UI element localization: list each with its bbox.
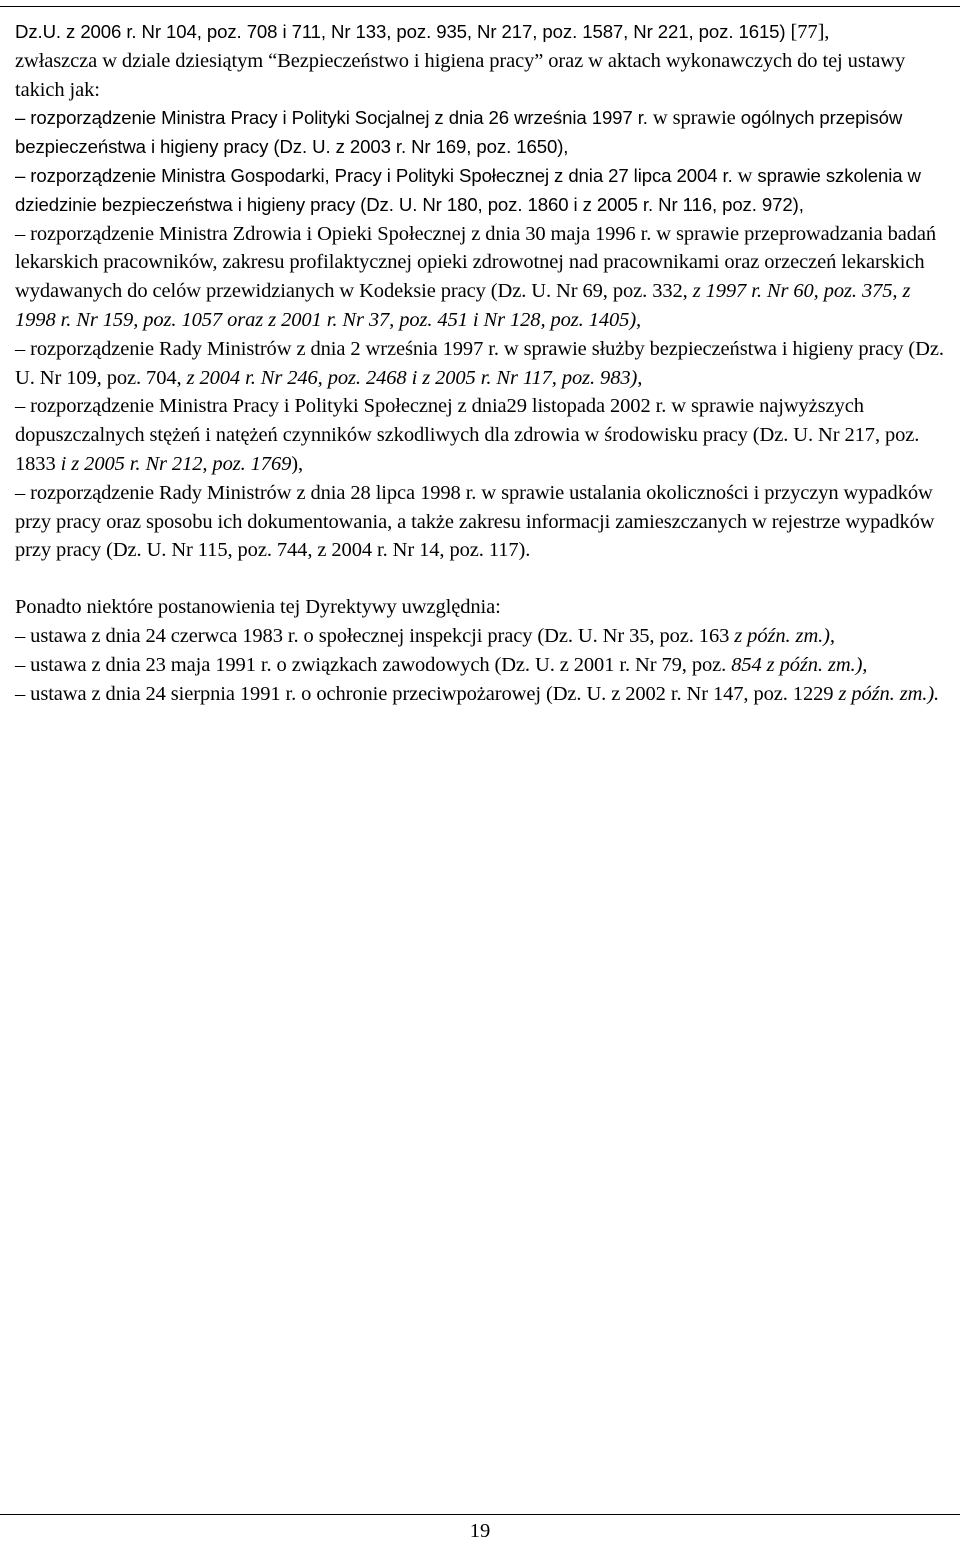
regulation-text: w sprawie przeprowadzania badań lekarskich pracowników, zakresu profilaktycznej opieki zdrowotnej nad pracownikami oraz orzeczeń lekarskich wydawanych do celów przewidzianych w Kodeksie pracy (Dz. U. Nr 69, poz. 332,	[15, 222, 937, 303]
regulation-amendments: z 1997 r. Nr 60, poz. 375, z 1998 r. Nr 159, poz. 1057 oraz z 2001 r. Nr 37, poz. 451 i Nr 128, poz. 1405),	[15, 280, 911, 331]
regulation-item	[15, 162, 950, 220]
citation-sans-text: Dz.U. z 2006 r. Nr 104, poz. 708 i 711, Nr 133, poz. 935, Nr 217, poz. 1587, Nr 221, poz. 1615)	[15, 21, 786, 42]
regulation-text: – rozporządzenie Rady Ministrów z dnia 2 września 1997 r. w sprawie służby bezpieczeństwa i higieny pracy (Dz. U. Nr 109, poz. 704,	[15, 337, 944, 389]
second-intro-paragraph: Ponadto niektóre postanowienia tej Dyrektywy uwzględnia:	[15, 596, 501, 619]
document-body	[15, 18, 950, 708]
citation-serif-text: [77],	[785, 21, 830, 43]
intro-paragraph: zwłaszcza w dziale dziesiątym “Bezpieczeństwo i higiena pracy” oraz w aktach wykonawczych do tej ustawy takich jak:	[15, 49, 906, 101]
act-amendments: z późn. zm.),	[734, 624, 835, 647]
paragraph-gap	[15, 565, 950, 593]
act-item	[15, 680, 950, 709]
act-text: – ustawa z dnia 24 czerwca 1983 r. o społecznej inspekcji pracy (Dz. U. Nr 35, poz. 163	[15, 624, 735, 647]
regulation-item	[15, 104, 950, 162]
citation-continued	[15, 18, 950, 47]
regulation-item	[15, 220, 950, 335]
regulation-end: ),	[291, 452, 304, 475]
regulation-text: – rozporządzenie Rady Ministrów z dnia 28 lipca 1998 r. w sprawie ustalania okoliczności i przyczyn wypadków przy pracy oraz sposobu ich dokumentowania, a także zakresu informacji zamieszczanych w rejestrze wypadków przy pracy (Dz. U. Nr 115, poz. 744, z 2004 r. Nr 14, poz. 117).	[15, 481, 935, 562]
act-text: – ustawa z dnia 23 maja 1991 r. o związkach zawodowych (Dz. U. z 2001 r. Nr 79, poz.	[15, 653, 732, 676]
regulation-item	[15, 335, 950, 393]
act-amendments: z późn. zm.).	[838, 682, 940, 705]
header-rule	[0, 6, 960, 7]
regulation-title: – rozporządzenie Ministra Pracy i Polityki Socjalnej z dnia 26 września 1997 r.	[15, 107, 648, 129]
regulation-title: – rozporządzenie Ministra Zdrowia i Opieki Społecznej z dnia 30 maja 1996 r.	[15, 222, 652, 245]
regulation-tail: sprawie szkolenia w dziedzinie bezpieczeństwa i higieny pracy (Dz. U. Nr 180, poz. 1860 i z 2005 r. Nr 116, poz. 972),	[15, 164, 921, 215]
act-amendments: 854 z późn. zm.),	[731, 653, 868, 676]
regulation-text: – rozporządzenie Ministra Pracy i Polityki Społecznej z dnia29 listopada 2002 r. w sprawie najwyższych dopuszczalnych stężeń i natężeń czynników szkodliwych dla zdrowia w środowisku pracy (Dz. U. Nr 217, poz. 1833	[15, 395, 920, 475]
regulation-text: w sprawie	[647, 107, 741, 130]
act-item	[15, 622, 950, 651]
page-number: 19	[469, 1520, 491, 1542]
regulation-item	[15, 479, 950, 565]
footer-rule	[0, 1514, 960, 1515]
regulation-item	[15, 392, 950, 478]
act-item	[15, 651, 950, 680]
regulation-text: w	[732, 164, 758, 187]
regulation-title: – rozporządzenie Ministra Gospodarki, Pracy i Polityki Społecznej z dnia 27 lipca 2004 r.	[15, 164, 733, 186]
regulation-amendments: i z 2005 r. Nr 212, poz. 1769	[60, 452, 292, 475]
regulation-tail: ogólnych przepisów bezpieczeństwa i higieny pracy (Dz. U. z 2003 r. Nr 169, poz. 1650),	[15, 107, 903, 158]
regulation-amendments: z 2004 r. Nr 246, poz. 2468 i z 2005 r. Nr 117, poz. 983),	[186, 366, 643, 389]
act-text: – ustawa z dnia 24 sierpnia 1991 r. o ochronie przeciwpożarowej (Dz. U. z 2002 r. Nr 147, poz. 1229	[15, 682, 839, 705]
